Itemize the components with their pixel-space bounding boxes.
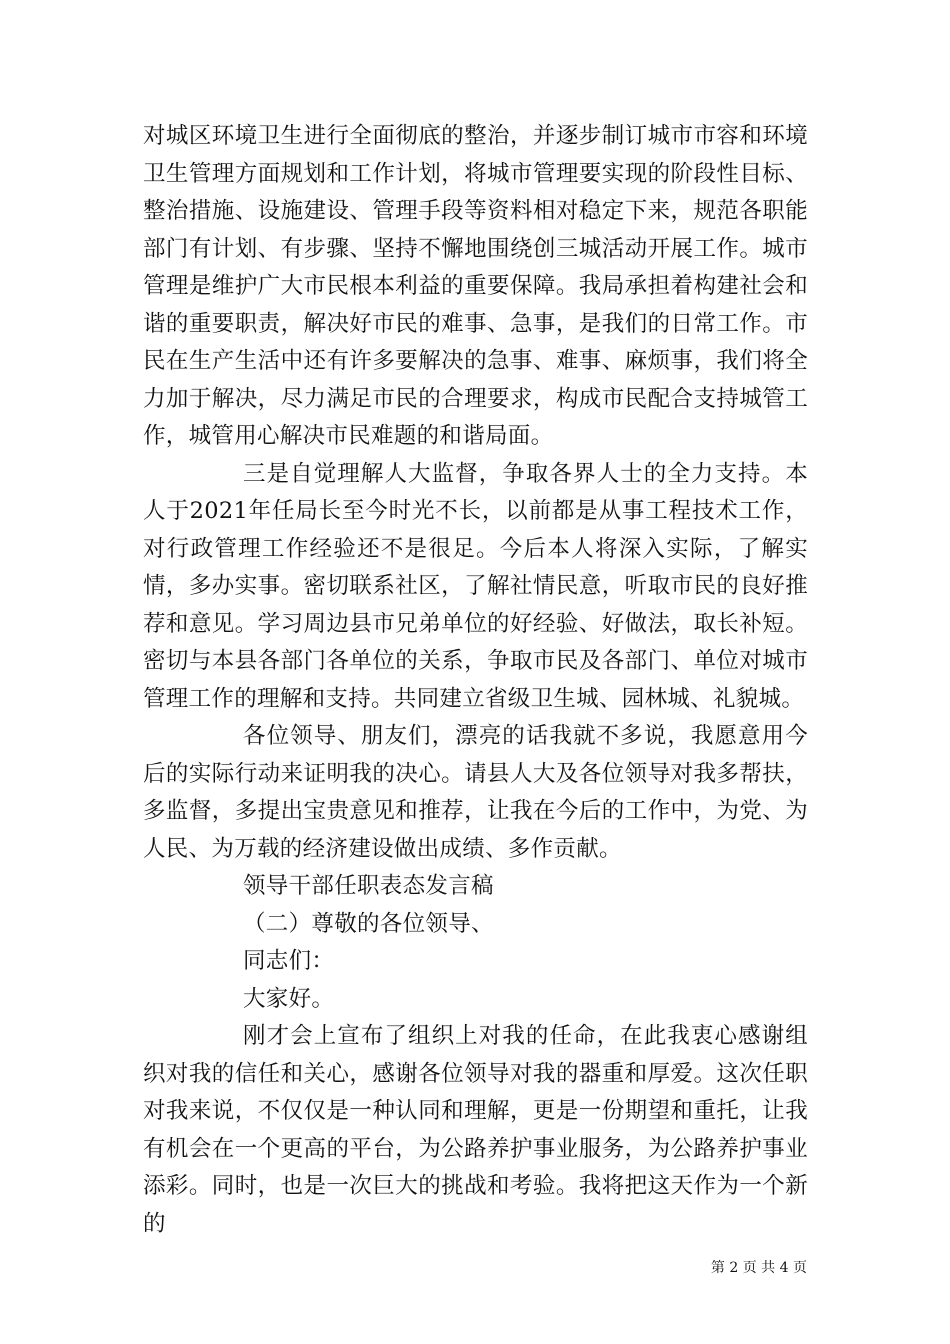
salutation-line-1: （二）尊敬的各位领导、 <box>243 910 494 937</box>
salutation-line-2: 同志们： <box>243 948 335 974</box>
paragraph-8: 刚才会上宣布了组织上对我的任命，在此我衷心感谢组织对我的信任和关心，感谢各位领导对我的器重和厚爱。这次任职对我来说，不仅仅是一种认同和理解，更是一份期望和重托，让我有机会在一个更高的平台，为公路养护事业服务，为公路养护事业添彩。同时，也是一次巨大的挑战和考验。我将把这天作为一个新的 <box>143 1023 808 1237</box>
paragraph-2: 三是自觉理解人大监督，争取各界人士的全力支持。本人于2021年任局长至今时光不长，以前都是从事工程技术工作，对行政管理工作经验还不是很足。今后本人将深入实际，了解实情，多办实事。密切联系社区，了解社情民意，听取市民的良好推荐和意见。学习周边县市兄弟单位的好经验、好做法，取长补短。密切与本县各部门各单位的关系，争取市民及各部门、单位对城市管理工作的理解和支持。共同建立省级卫生城、园林城、礼貌城。 <box>143 460 808 712</box>
paragraph-3: 各位领导、朋友们，漂亮的话我就不多说，我愿意用今后的实际行动来证明我的决心。请县人大及各位领导对我多帮扶，多监督，多提出宝贵意见和推荐，让我在今后的工作中，为党、为人民、为万载的经济建设做出成绩、多作贡献。 <box>143 723 808 862</box>
document-body <box>143 118 808 1243</box>
greeting: 大家好。 <box>243 985 335 1012</box>
section-title: 领导干部任职表态发言稿 <box>243 873 494 899</box>
page-number: 第 2 页 共 4 页 <box>710 1260 807 1276</box>
paragraph-1: 对城区环境卫生进行全面彻底的整治，并逐步制订城市市容和环境卫生管理方面规划和工作计划，将城市管理要实现的阶段性目标、整治措施、设施建设、管理手段等资料相对稳定下来，规范各职能部门有计划、有步骤、坚持不懈地围绕创三城活动开展工作。城市管理是维护广大市民根本利益的重要保障。我局承担着构建社会和谐的重要职责，解决好市民的难事、急事，是我们的日常工作。市民在生产生活中还有许多要解决的急事、难事、麻烦事，我们将全力加于解决，尽力满足市民的合理要求，构成市民配合支持城管工作，城管用心解决市民难题的和谐局面。 <box>143 123 808 449</box>
